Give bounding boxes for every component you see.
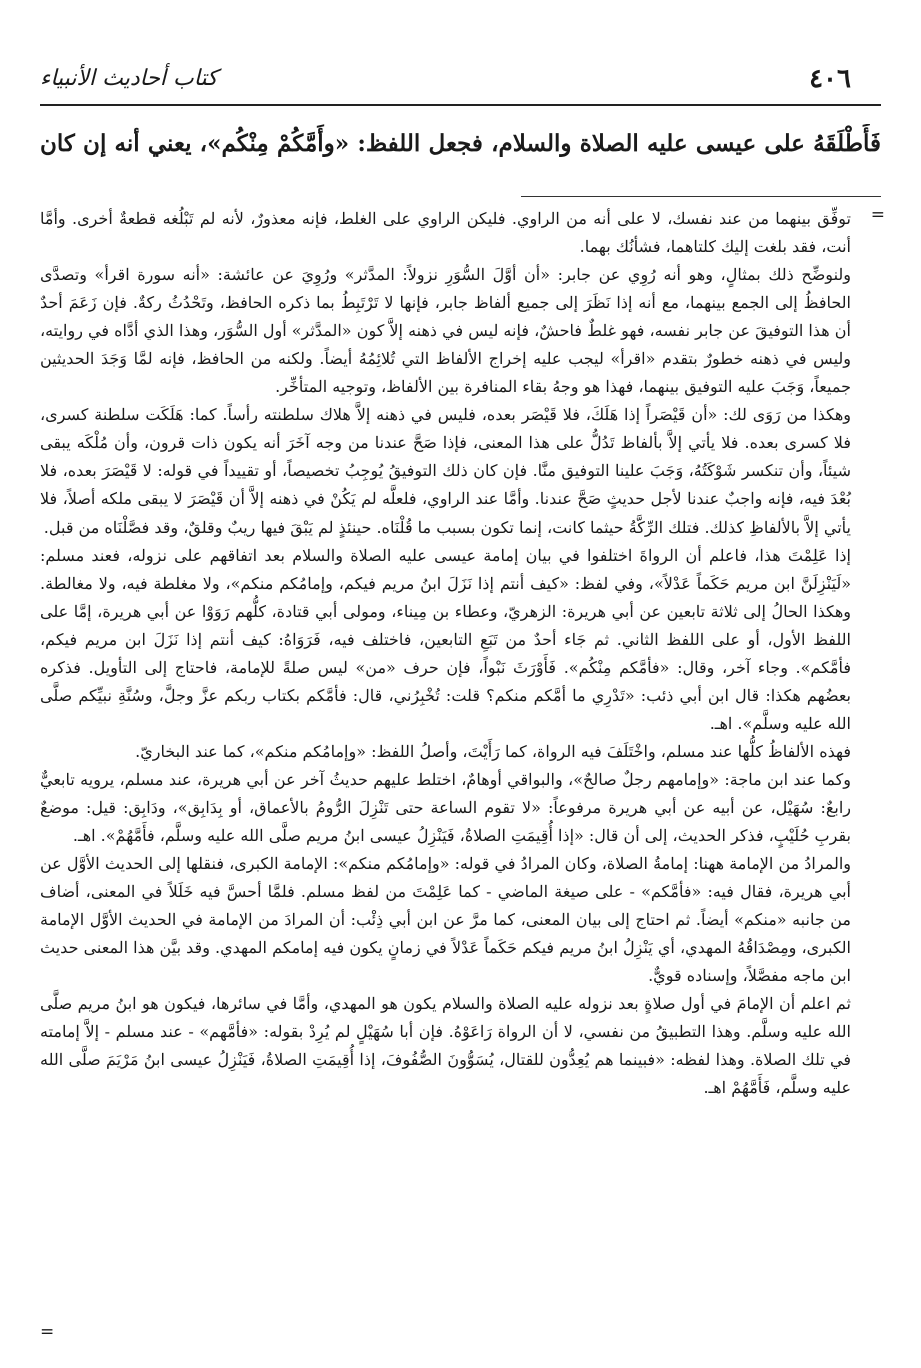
footnote-paragraph: ثم اعلم أن الإمامَ في أول صلاةٍ بعد نزوله عليه الصلاة والسلام يكون هو المهدي، وأمَّا في سائرها، فيكون هو ابنُ مريم صلَّى الله عليه وسلَّم. وهذا التطبيقُ من نفسي، لا أن الرواة رَاعَوْهُ. فإن أبا سُهَيْلٍ لم يُرِدْ بقوله: «فأمَّهم» - عند مسلم - إلاَّ إمامته في تلك الصلاة. وهذا لفظه: «فبينما هم يُعِدُّون للقتال، يُسَوُّونَ الصُّفُوفَ، إذا أُقِيمَتِ الصلاةُ، فَيَنْزِلُ عيسى ابنُ مَرْيَمَ صلَّى الله عليه وسلَّم، فَأَمَّهُمْ اهـ.	[40, 994, 852, 1098]
end-mark: =	[40, 1322, 55, 1342]
footnote-paragraph: والمرادُ من الإمامة ههنا: إمامةُ الصلاة، وكان المرادُ في قوله: «وإمامُكم منكم»: الإمامة الكبرى، فنقلها إلى الحديث الأوَّل عن أبي هريرة، فقال فيه: «فأمَّكم» - على صيغة الماضي - كما عَلِمْتَ من لفظ مسلم. فلمَّا أحسَّ فيه خَلَلاً في المعنى، أضاف من جانبه «منكم» أيضاً. ثم احتاج إلى بيان المعنى، كما مرَّ عن ابن أبي ذِئْب: أن المرادَ من الإمامة في الحديث الأوَّل الإمامة الكبرى، ومِصْدَاقُهُ المهدي، أي يَنْزِلُ ابنُ مريم فيكم حَكَماً عَدْلاً في زمانٍ يكون فيه إمامكم المهدي. وقد بيَّن هذا المعنى حديث ابن ماجه مفصَّلاً، وإسناده قويٌّ.	[40, 854, 852, 986]
footnote-divider	[521, 196, 881, 197]
footnote-paragraph: إذا عَلِمْتَ هذا، فاعلم أن الرواةَ اختلفوا في بيان إمامة عيسى عليه الصلاة والسلام بعد اتفاقهم على نزوله، فعند مسلم: «لَيَنْزِلَنَّ ابن مريم حَكَماً عَدْلاً»، وفي لفظ: «كيف أنتم إذا نَزَلَ ابنُ مريم فيكم، وإمامُكم منكم»، ولا مغلطة فيه، ولا مغالطة. وهكذا الحالُ إلى ثلاثة تابعين عن أبي هريرة: الزهريّ، وعطاء بن مِيناء، ومولى أبي قتادة، كلُّهم رَوَوْا عن أبي هريرة، إمَّا على اللفظ الأول، أو على اللفظ الثاني. ثم جَاء أحدٌ من تَبَعِ التابعين، فاختلف فيه، فَرَوَاهُ: كيف أنتم إذا نَزَلَ ابن مريم فيكم، فأمَّكم». وجاء آخر، وقال: «فأمَّكم مِنْكُم». فَأَوْرَثَ نَبْواً، فإن حرف «من» ليس صلةً للإمامة، فاحتاج إلى التأويل. فذكره بعضُهم هكذا: قال ابن أبي ذئب: «تَدْرِي ما أمَّكم منكم؟ قلت: تُخْبِرُني، قال: فأمَّكم بكتاب ربكم عزَّ وجلَّ، وسُنَّةِ نبيِّكم صلَّى الله عليه وسلَّم». اهـ.	[40, 545, 851, 733]
footnote-paragraph: وكما عند ابن ماجة: «وإمامهم رجلٌ صالحٌ»، والبواقي أوهامٌ، اختلط عليهم حديثُ آخر عن أبي هريرة، عند مسلم، يرويه تابعيٌّ رابعٌ: سُهَيْل، عن أبيه عن أبي هريرة مرفوعاً: «لا تقوم الساعة حتى تَنْزِلَ الرُّومُ بالأعماق، أو بِدَابِق»، ودَابِق: قيل: موضعٌ بقربِ حُلَيْبٍ، فذكر الحديث، إلى أن قال: «إذا أُقِيمَتِ الصلاةُ، فَيَنْزِلُ عيسى ابنُ مريم صلَّى الله عليه وسلَّم، فأَمَّهُمْ». اهـ.	[40, 769, 851, 846]
footnote-paragraph: توفِّق بينهما من عند نفسك، لا على أنه من الراوي. فليكن الراوي على الغلط، فإنه معذورٌ، لأنه لم تَبْلُغه قطعةٌ أخرى. وأمَّا أنت، فقد بلغت إليك كلتاهما، فشأنُك بهما.	[40, 209, 852, 257]
book-title: كتاب أحاديث الأنبياء	[40, 66, 218, 91]
main-text-line: فَأَطْلَقَهُ على عيسى عليه الصلاة والسلام، فجعل اللفظ: «وأَمَّكُمْ مِنْكُم»، يعني أنه إن كان	[40, 130, 881, 157]
footnote-paragraph: فهذه الألفاظُ كلُّها عند مسلم، واخْتَلَفَ فيه الرواة، كما رَأَيْتَ، وأصلُ اللفظ: «وإمامُكم منكم»، كما عند البخاريّ.	[135, 741, 851, 761]
footnote-paragraph: وهكذا من رَوَى لك: «أن قَيْصَراً إذا هَلَكَ، فلا قَيْصَر بعده، فليس في ذهنه إلاَّ هلاك سلطنته رأساً. كما: هَلَكَت سلطنة كسرى، فلا كسرى بعده. فلا يأتي إلاَّ بألفاظ تَدُلُّ على هذا المعنى، فإذا صَحَّ عندنا من وجه آخَرَ أنه يكون ذات قرون، وأن مُلْكَه يبقى شيئاً، وأن تنكسر شَوْكَتُهُ، وَجَبَ علينا التوفيق منَّا. فإن كان ذلك التوفيقُ يُوجِبُ تخصيصاً، أو تقييداً في قوله: لا قَيْصَرَ بعده، فلا بُعْدَ فيه، فإنه واجبٌ عندنا لأجل حديثٍ صَحَّ عندنا. وأمَّا عند الراوي، فلعلَّه لم يَكُنْ في ذهنه إلاَّ أن قَيْصَرَ لا يبقى ملكه أصلاً، فلا يأتي إلاَّ بالألفاظِ كذلك. فتلك الرِّكَّةُ حيثما كانت، إنما تكون بسبب ما قُلْنَاه. حينئذٍ لم يَبْقَ فيها ريبٌ وقلقٌ، وقد فصَّلْنَاه من قبل.	[40, 405, 851, 537]
page-number: ٤٠٦	[809, 64, 851, 94]
continuation-mark: =	[870, 205, 885, 225]
page-header	[40, 58, 881, 98]
footnote-paragraph: ولنوضِّح ذلك بمثالٍ، وهو أنه رُوِي عن جابر: «أن أوَّلَ السُّوَرِ نزولاً: المدَّثر» ورُوِيَ عن عائشة: «أنه سورة اقرأ» وتصدَّى الحافظُ إلى الجمع بينهما، مع أنه إذا نَظَرَ إلى جميع ألفاظ جابر، فإنها لا تَرْتَبِطُ بما ذكره الحافظ، وتَحْدُثُ ركةٌ. فإن زَعَمَ أحدٌ أن هذا التوفيقَ عن جابر نفسه، فهو غلطٌ فاحشٌ، فإنه ليس في ذهنه إلاَّ كون «المدَّثر» أول السُّوَر، وهذا الذي أدَّاه في روايته، وليس في ذهنه خطورٌ بتقدم «اقرأ» ليجب عليه إخراج الألفاظ التي تُلائِمُهُ أيضاً. ولكنه من الحافظ، فإنه لمَّا وَجَدَ الحديثين جميعاً، وَجَبَ عليه التوفيق بينهما، فهذا هو وجهُ بقاء المنافرة بين الألفاظ، وتوجيه المتأخِّر.	[40, 265, 851, 397]
footnotes-section	[40, 205, 851, 1103]
header-divider	[40, 104, 881, 106]
